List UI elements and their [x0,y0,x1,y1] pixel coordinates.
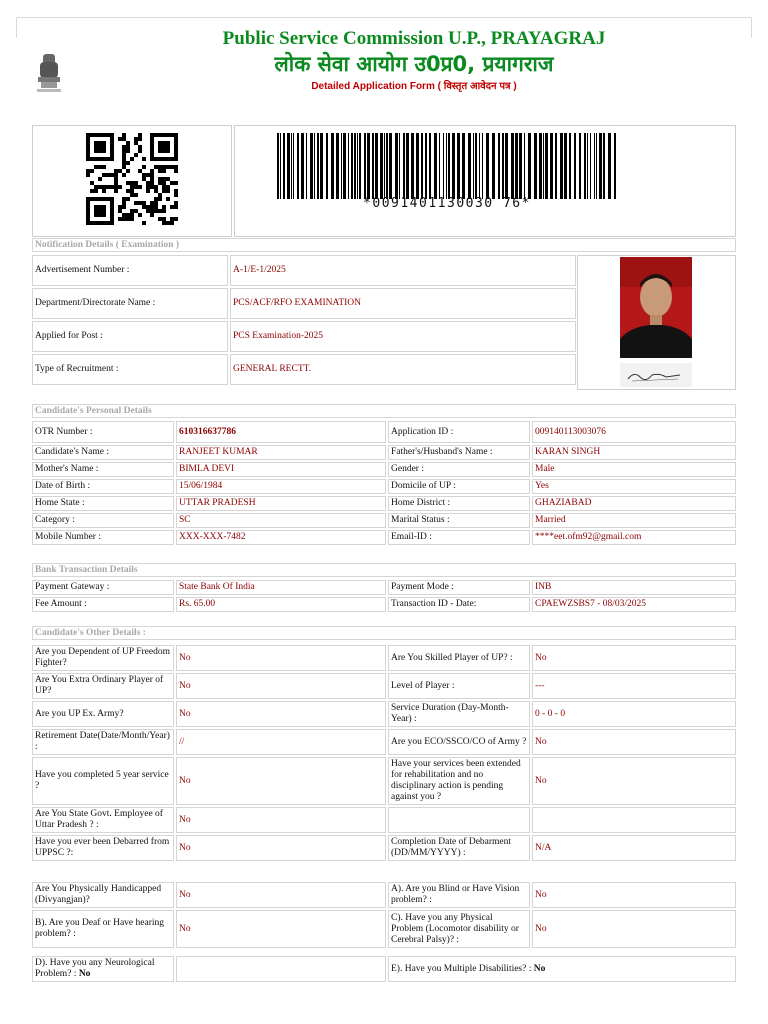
commission-title-hindi: लोक सेवा आयोग उ0प्र0, प्रयागराज [274,52,554,76]
hearing-problem-label: B). Are you Deaf or Have hearing problem? : [32,910,174,948]
table-row [32,354,576,385]
debarment-date-label: Completion Date of Debarment (DD/MM/YYYY) : [388,835,530,861]
marital-status-label: Marital Status : [388,513,530,528]
dob-value: 15/06/1984 [176,479,386,494]
email-value: ****eet.ofm92@gmail.com [532,530,736,545]
personal-table [30,419,738,547]
payment-gateway-label: Payment Gateway : [32,580,174,595]
freedom-fighter-label: Are you Dependent of UP Freedom Fighter? [32,645,174,671]
extra-ordinary-player-value: No [176,673,386,699]
table-row [32,673,736,699]
rehabilitation-label: Have your services been extended for rehabilitation and no disciplinary action is pending against you ? [388,757,530,805]
section-bank-heading: Bank Transaction Details [32,563,736,577]
debarment-date-value: N/A [532,835,736,861]
section-personal-heading: Candidate's Personal Details [32,404,736,418]
department-name-label: Department/Directorate Name : [32,288,228,319]
application-id-label: Application ID : [388,421,530,443]
other-details-table [30,643,738,863]
candidate-signature [620,363,692,387]
table-row [32,321,576,352]
table-row [32,807,736,833]
table-row [32,835,736,861]
service-duration-label: Service Duration (Day-Month-Year) : [388,701,530,727]
candidate-name-value: RANJEET KUMAR [176,445,386,460]
player-level-value: --- [532,673,736,699]
mother-name-value: BIMLA DEVI [176,462,386,477]
table-row [32,421,736,443]
empty-cell [388,807,530,833]
gender-value: Male [532,462,736,477]
dob-label: Date of Birth : [32,479,174,494]
table-row [32,496,736,511]
home-district-value: GHAZIABAD [532,496,736,511]
neurological-problem-value: No [78,969,91,979]
form-subtitle: Detailed Application Form ( विस्तृत आवेदन पत्र ) [311,81,517,92]
domicile-label: Domicile of UP : [388,479,530,494]
email-label: Email-ID : [388,530,530,545]
applied-post-value: PCS Examination-2025 [230,321,576,352]
table-row [32,255,576,286]
payment-mode-label: Payment Mode : [388,580,530,595]
applied-post-label: Applied for Post : [32,321,228,352]
candidate-name-label: Candidate's Name : [32,445,174,460]
advertisement-number-label: Advertisement Number : [32,255,228,286]
table-row [32,580,736,595]
ex-army-label: Are you UP Ex. Army? [32,701,174,727]
table-row [32,757,736,805]
player-level-label: Level of Player : [388,673,530,699]
vision-problem-label: A). Are you Blind or Have Vision problem? : [388,882,530,908]
otr-number-value: 610316637786 [176,421,386,443]
home-district-label: Home District : [388,496,530,511]
table-row [32,956,736,982]
category-label: Category : [32,513,174,528]
skilled-player-label: Are You Skilled Player of UP? : [388,645,530,671]
recruitment-type-value: GENERAL RECTT. [230,354,576,385]
physically-handicapped-value: No [176,882,386,908]
freedom-fighter-value: No [176,645,386,671]
locomotor-problem-label: C). Have you any Physical Problem (Locomotor disability or Cerebral Palsy)? : [388,910,530,948]
payment-gateway-value: State Bank Of India [176,580,386,595]
fee-amount-value: Rs. 65.00 [176,597,386,612]
notification-table [30,253,578,387]
commission-title-english: Public Service Commission U.P., PRAYAGRAJ [222,28,606,49]
table-row [32,645,736,671]
table-row [32,597,736,612]
multiple-disabilities-label: E). Have you Multiple Disabilities? : [391,963,532,974]
disability-table [30,880,738,950]
barcode-icon [277,133,617,199]
section-other-heading: Candidate's Other Details : [32,626,736,640]
eco-ssco-value: No [532,729,736,755]
mother-name-label: Mother's Name : [32,462,174,477]
marital-status-value: Married [532,513,736,528]
table-row [32,729,736,755]
locomotor-problem-value: No [532,910,736,948]
empty-cell [176,956,386,982]
ex-army-value: No [176,701,386,727]
service-duration-value: 0 - 0 - 0 [532,701,736,727]
eco-ssco-label: Are you ECO/SSCO/CO of Army ? [388,729,530,755]
bank-table [30,578,738,614]
neurological-problem-cell [32,956,174,982]
empty-cell [532,807,736,833]
state-govt-employee-label: Are You State Govt. Employee of Uttar Pradesh ? : [32,807,174,833]
neurological-problem-label: D). Have you any Neurological Problem? : [35,958,155,979]
fee-amount-label: Fee Amount : [32,597,174,612]
domicile-value: Yes [532,479,736,494]
table-row [32,445,736,460]
home-state-value: UTTAR PRADESH [176,496,386,511]
table-row [32,910,736,948]
table-row [32,288,576,319]
debarred-label: Have you ever been Debarred from UPPSC ?: [32,835,174,861]
retirement-date-label: Retirement Date(Date/Month/Year) : [32,729,174,755]
hearing-problem-value: No [176,910,386,948]
multiple-disabilities-cell [388,956,736,982]
recruitment-type-label: Type of Recruitment : [32,354,228,385]
father-name-label: Father's/Husband's Name : [388,445,530,460]
five-year-service-value: No [176,757,386,805]
disability-last-table [30,954,738,984]
otr-number-label: OTR Number : [32,421,174,443]
transaction-id-value: CPAEWZSBS7 - 08/03/2025 [532,597,736,612]
section-notification-heading: Notification Details ( Examination ) [32,238,736,252]
extra-ordinary-player-label: Are You Extra Ordinary Player of UP? [32,673,174,699]
qr-code-icon [86,133,178,225]
state-govt-employee-value: No [176,807,386,833]
table-row [32,462,736,477]
gender-label: Gender : [388,462,530,477]
mobile-value: XXX-XXX-7482 [176,530,386,545]
application-id-value: 009140113003076 [532,421,736,443]
five-year-service-label: Have you completed 5 year service ? [32,757,174,805]
debarred-value: No [176,835,386,861]
multiple-disabilities-value: No [533,963,546,974]
physically-handicapped-label: Are You Physically Handicapped (Divyangjan)? [32,882,174,908]
table-row [32,513,736,528]
transaction-id-label: Transaction ID - Date: [388,597,530,612]
mobile-label: Mobile Number : [32,530,174,545]
candidate-photo [620,257,692,358]
table-row [32,530,736,545]
barcode-number: *0091401130030 76* [363,196,531,211]
father-name-value: KARAN SINGH [532,445,736,460]
rehabilitation-value: No [532,757,736,805]
table-row [32,701,736,727]
home-state-label: Home State : [32,496,174,511]
advertisement-number-value: A-1/E-1/2025 [230,255,576,286]
skilled-player-value: No [532,645,736,671]
category-value: SC [176,513,386,528]
table-row [32,479,736,494]
payment-mode-value: INB [532,580,736,595]
table-row [32,882,736,908]
retirement-date-value: // [176,729,386,755]
vision-problem-value: No [532,882,736,908]
department-name-value: PCS/ACF/RFO EXAMINATION [230,288,576,319]
